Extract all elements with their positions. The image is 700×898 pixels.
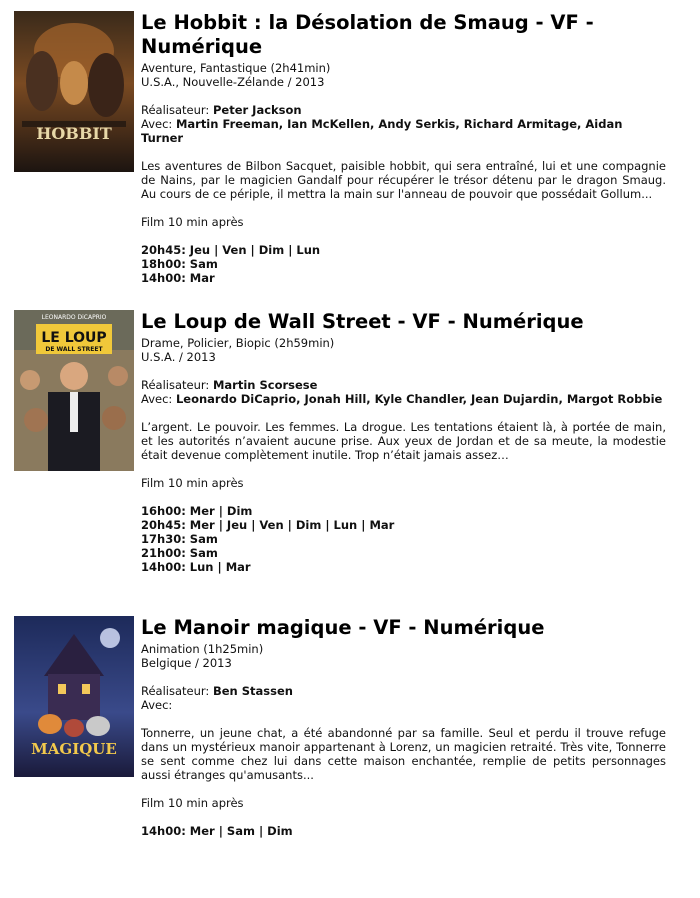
movie-director [141, 684, 666, 698]
cast-label: Avec: [141, 698, 173, 712]
director-name: Peter Jackson [212, 103, 302, 117]
poster-actor-text: LEONARDO DiCAPRIO [41, 314, 107, 321]
showtime-line: 14h00: Mer | Sam | Dim [141, 824, 293, 838]
showtime-line: 20h45: Mer | Jeu | Ven | Dim | Lun | Mar [141, 518, 395, 532]
movie-country-year: U.S.A. / 2013 [141, 350, 216, 364]
movie-title[interactable]: Le Manoir magique - VF - Numérique [141, 616, 545, 639]
movie-info [141, 616, 666, 838]
poster-title-text: MAGIQUE [31, 740, 117, 758]
movie-synopsis: Tonnerre, un jeune chat, a été abandonné par sa famille. Seul et perdu il trouve refuge dans un mystérieux manoir appartenant à Lorenz, un magicien retraité. Très vite, Tonnerre se sent comme chez lui dans cette maison enchantée, remplie de petits personnages aussi étranges qu'amusants... [141, 726, 666, 782]
movie-genre: Drame, Policier, Biopic (2h59min) [141, 336, 335, 350]
movie-synopsis: Les aventures de Bilbon Sacquet, paisible hobbit, qui sera entraîné, lui et une compagnie de Nains, par le magicien Gandalf pour récupérer le trésor détenu par le dragon Smaug. Au cours de ce périple, il mettra la main sur l'anneau de pouvoir que possédait Gollum... [141, 159, 666, 201]
director-name: Ben Stassen [212, 684, 293, 698]
showtime-line: 16h00: Mer | Dim [141, 504, 253, 518]
cast-names: Leonardo DiCaprio, Jonah Hill, Kyle Chandler, Jean Dujardin, Margot Robbie [175, 392, 663, 406]
movie-poster[interactable] [14, 11, 134, 172]
director-label: Réalisateur: [141, 378, 210, 392]
cast-names: Martin Freeman, Ian McKellen, Andy Serkis, Richard Armitage, Aidan Turner [141, 117, 623, 145]
movie-poster[interactable] [14, 310, 134, 471]
showtime-line: 20h45: Jeu | Ven | Dim | Lun [141, 243, 321, 257]
showtime-line: 17h30: Sam [141, 532, 218, 546]
movie-country-year: U.S.A., Nouvelle-Zélande / 2013 [141, 75, 325, 89]
movie-genre: Animation (1h25min) [141, 642, 264, 656]
movie-genre: Aventure, Fantastique (2h41min) [141, 61, 331, 75]
director-label: Réalisateur: [141, 684, 210, 698]
poster-title-text: LE LOUP [41, 330, 107, 346]
showtime-line: 14h00: Mar [141, 271, 215, 285]
film-note: Film 10 min après [141, 796, 244, 810]
showtime-line: 21h00: Sam [141, 546, 218, 560]
cast-label: Avec: [141, 392, 173, 406]
movie-cast [141, 117, 666, 145]
cast-label: Avec: [141, 117, 173, 131]
movie-title[interactable]: Le Hobbit : la Désolation de Smaug - VF - Numérique [141, 11, 594, 58]
movie-title[interactable]: Le Loup de Wall Street - VF - Numérique [141, 310, 584, 333]
movie-country-year: Belgique / 2013 [141, 656, 232, 670]
director-name: Martin Scorsese [212, 378, 318, 392]
poster-subtitle-text: DE WALL STREET [45, 346, 103, 353]
poster-title-text: HOBBIT [36, 124, 112, 143]
movie-director [141, 378, 666, 392]
movie-cast [141, 698, 666, 712]
showtime-line: 14h00: Lun | Mar [141, 560, 251, 574]
movie-info [141, 11, 666, 285]
film-note: Film 10 min après [141, 476, 244, 490]
director-label: Réalisateur: [141, 103, 210, 117]
movie-poster[interactable] [14, 616, 134, 777]
movie-cast [141, 392, 666, 406]
movie-director [141, 103, 666, 117]
film-note: Film 10 min après [141, 215, 244, 229]
movie-synopsis: L’argent. Le pouvoir. Les femmes. La drogue. Les tentations étaient là, à portée de main, et les autorités n’avaient aucune prise. Aux yeux de Jordan et de sa meute, la modestie était devenue complètement inutile. Trop n’était jamais assez… [141, 420, 666, 462]
showtime-line: 18h00: Sam [141, 257, 218, 271]
movie-info [141, 310, 666, 574]
